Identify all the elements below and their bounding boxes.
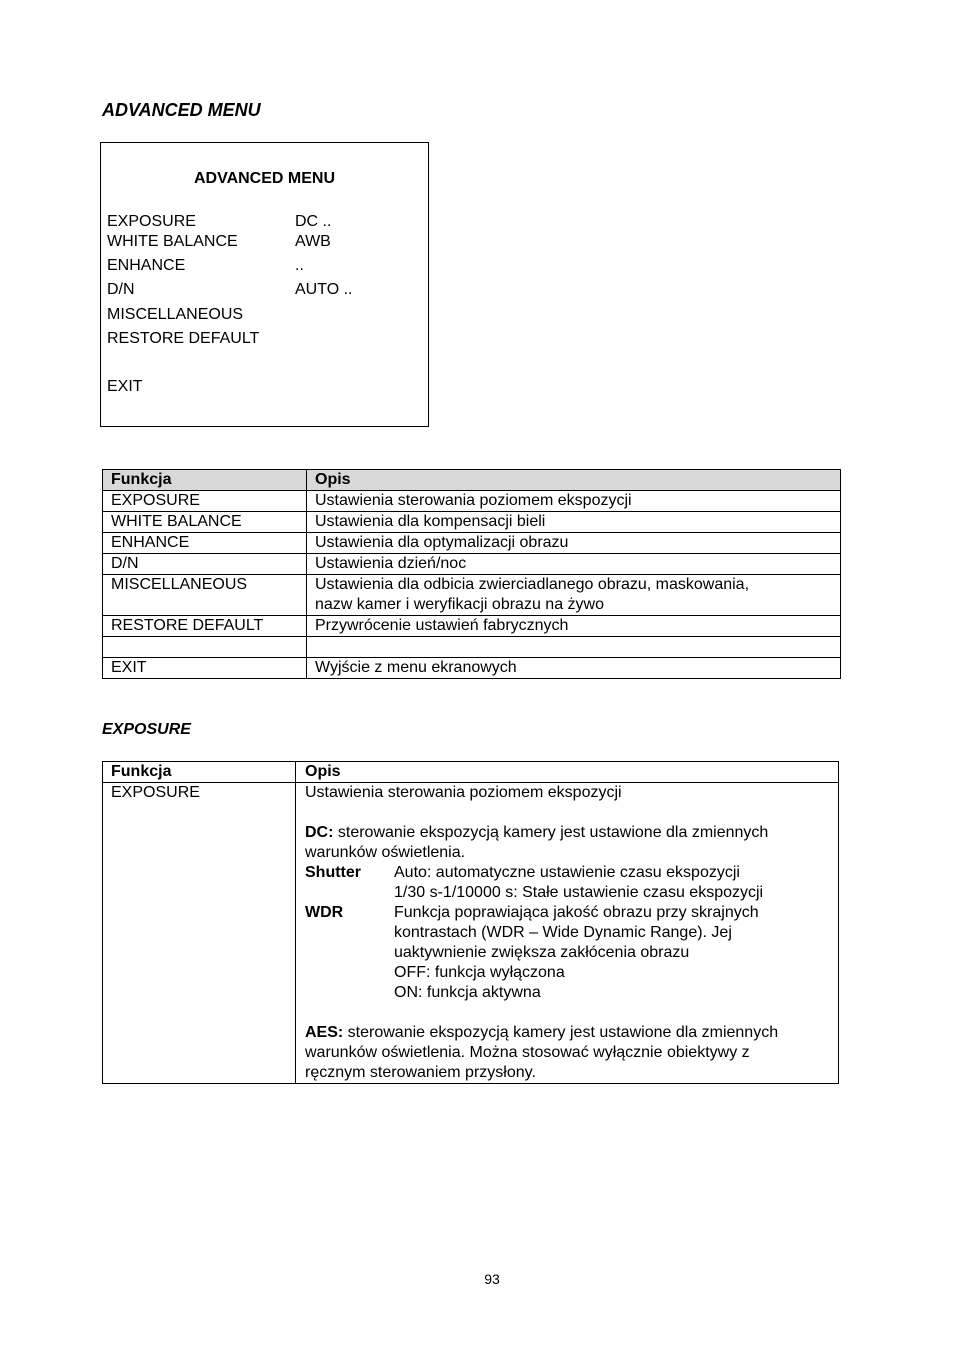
table-row	[103, 512, 841, 533]
osd-row-white-balance	[107, 233, 331, 251]
osd-label: WHITE BALANCE	[107, 233, 238, 250]
table-row	[103, 575, 841, 616]
osd-row-restore-default	[107, 330, 259, 348]
cell-desc	[307, 637, 841, 658]
section-heading-exposure: EXPOSURE	[102, 721, 191, 738]
table-row	[103, 491, 841, 512]
table-row	[103, 616, 841, 637]
header-funkcja: Funkcja	[103, 762, 296, 783]
cell-func: ENHANCE	[103, 533, 307, 554]
osd-label: RESTORE DEFAULT	[107, 330, 260, 347]
osd-label: ENHANCE	[107, 257, 186, 274]
desc-line: Funkcja poprawiająca jakość obrazu przy skrajnych	[394, 904, 759, 921]
osd-value: AWB	[295, 233, 331, 250]
cell-desc: Ustawienia sterowania poziomem ekspozycji	[307, 491, 841, 512]
shutter-label: Shutter	[305, 864, 361, 881]
aes-paragraph-line: warunków oświetlenia. Można stosować wyłącznie obiektywy z	[305, 1044, 750, 1061]
aes-text: sterowanie ekspozycją kamery jest ustawione dla zmiennych	[343, 1024, 779, 1041]
cell-desc: Przywrócenie ustawień fabrycznych	[307, 616, 841, 637]
shutter-def	[305, 863, 838, 903]
aes-paragraph-line: ręcznym sterowaniem przysłony.	[305, 1064, 536, 1081]
wdr-def	[305, 903, 838, 1003]
cell-desc: Ustawienia dzień/noc	[307, 554, 841, 575]
header-funkcja: Funkcja	[103, 470, 307, 491]
dc-label: DC:	[305, 824, 334, 841]
osd-title: ADVANCED MENU	[193, 170, 336, 187]
osd-value: DC ..	[295, 213, 332, 230]
osd-menu-box	[100, 142, 429, 427]
desc-line: ON: funkcja aktywna	[394, 984, 541, 1001]
cell-desc: Ustawienia dla optymalizacji obrazu	[307, 533, 841, 554]
desc-line: 1/30 s-1/10000 s: Stałe ustawienie czasu ekspozycji	[394, 884, 764, 901]
cell-func: WHITE BALANCE	[103, 512, 307, 533]
osd-row-exit	[107, 378, 143, 396]
osd-row-miscellaneous	[107, 306, 243, 324]
wdr-label: WDR	[305, 904, 344, 921]
cell-desc: Ustawienia dla kompensacji bieli	[307, 512, 841, 533]
section-heading-advanced-menu: ADVANCED MENU	[102, 100, 261, 120]
shutter-desc	[394, 863, 838, 903]
page-number: 93	[484, 1271, 500, 1287]
osd-value: ..	[295, 257, 304, 274]
header-opis: Opis	[296, 762, 839, 783]
osd-row-enhance	[107, 257, 304, 275]
header-opis: Opis	[307, 470, 841, 491]
table-header-row	[103, 470, 841, 491]
table-row	[103, 533, 841, 554]
cell-func: EXIT	[103, 658, 307, 679]
table-row	[103, 783, 839, 1084]
cell-desc: Wyjście z menu ekranowych	[307, 658, 841, 679]
cell-desc	[307, 575, 841, 616]
osd-label: MISCELLANEOUS	[107, 306, 244, 323]
cell-func: MISCELLANEOUS	[103, 575, 307, 616]
table-row	[103, 554, 841, 575]
cell-func: RESTORE DEFAULT	[103, 616, 307, 637]
table-row-empty	[103, 637, 841, 658]
advanced-menu-table	[102, 469, 841, 679]
cell-desc	[296, 783, 839, 1084]
dc-text: sterowanie ekspozycją kamery jest ustawione dla zmiennych	[333, 824, 769, 841]
desc-intro: Ustawienia sterowania poziomem ekspozycji	[305, 784, 622, 801]
dc-paragraph	[305, 823, 838, 843]
osd-row-dn	[107, 281, 353, 299]
wdr-desc	[394, 903, 838, 1003]
osd-value: AUTO ..	[295, 281, 353, 298]
osd-label: EXPOSURE	[107, 213, 196, 230]
aes-paragraph	[305, 1023, 838, 1043]
cell-func: EXPOSURE	[103, 491, 307, 512]
cell-func: EXPOSURE	[103, 783, 296, 1084]
osd-label: EXIT	[107, 378, 143, 395]
table-row	[103, 658, 841, 679]
dc-paragraph-line: warunków oświetlenia.	[305, 844, 466, 861]
osd-row-exposure	[107, 213, 332, 231]
desc-line: nazw kamer i weryfikacji obrazu na żywo	[315, 596, 604, 613]
desc-line: Auto: automatyczne ustawienie czasu ekspozycji	[394, 864, 740, 881]
desc-line: OFF: funkcja wyłączona	[394, 964, 565, 981]
table-header-row	[103, 762, 839, 783]
aes-label: AES:	[305, 1024, 344, 1041]
desc-line: uaktywnienie zwiększa zakłócenia obrazu	[394, 944, 690, 961]
osd-label: D/N	[107, 281, 135, 298]
exposure-table	[102, 761, 839, 1084]
desc-line: kontrastach (WDR – Wide Dynamic Range). Jej	[394, 924, 732, 941]
cell-func	[103, 637, 307, 658]
desc-line: Ustawienia dla odbicia zwierciadlanego obrazu, maskowania,	[315, 576, 750, 593]
cell-func: D/N	[103, 554, 307, 575]
